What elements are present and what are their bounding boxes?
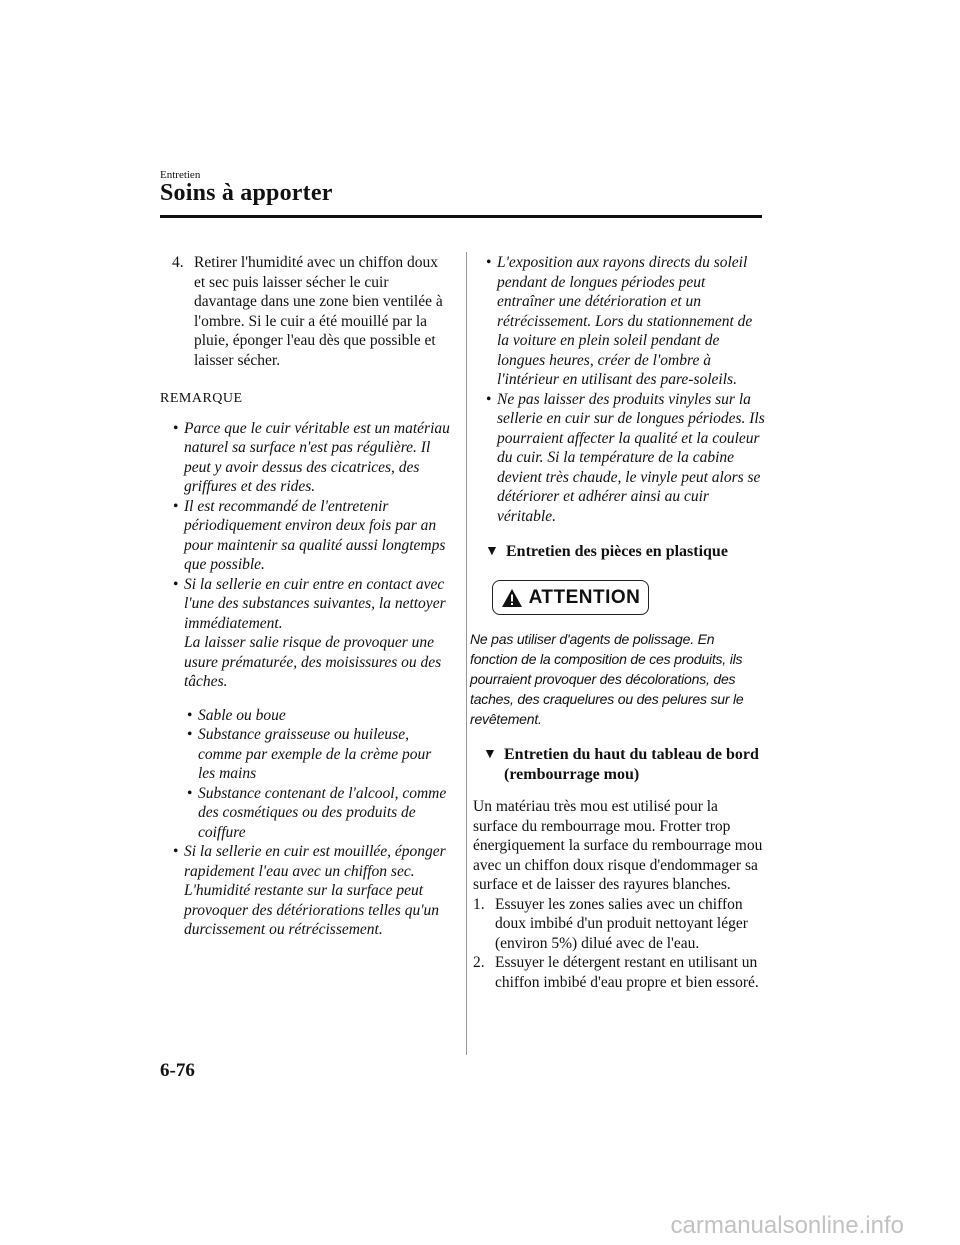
substance-item	[172, 725, 450, 784]
note-text: Parce que le cuir véritable est un matériau naturel sa surface n'est pas régulière. Il peut y avoir dessus des cicatrices, des griffures et des rides.	[184, 419, 450, 495]
watermark: carmanualsonline.info	[670, 1212, 904, 1239]
note-bullet	[485, 253, 765, 390]
title-rule	[160, 215, 762, 218]
step-number: 4.	[172, 254, 184, 271]
bullet-dot-icon: •	[187, 784, 193, 802]
substance-text: Sable ou boue	[198, 706, 286, 724]
page-number: 6-76	[160, 1060, 195, 1081]
note-text: Si la sellerie en cuir entre en contact avec l'une des substances suivantes, la nettoyer immédiatement.	[184, 575, 446, 632]
body-paragraph: Un matériau très mou est utilisé pour la surface du rembourrage mou. Frotter trop énergiquement la surface du rembourrage mou avec un chiffon doux risque d'endommager sa surface et de laisser des rayures blanches.	[473, 798, 763, 893]
bullet-dot-icon: •	[173, 497, 179, 515]
step-number: 2.	[473, 954, 485, 971]
substance-text: Substance contenant de l'alcool, comme des cosmétiques ou des produits de coiffure	[198, 784, 447, 841]
bullet-dot-icon: •	[173, 575, 179, 593]
step-item	[172, 253, 450, 370]
bullet-dot-icon: •	[486, 254, 492, 271]
note-text: La laisser salie risque de provoquer une usure prématurée, des moisissures ou des tâches.	[184, 634, 442, 690]
step-text: Essuyer les zones salies avec un chiffon doux imbibé d'un produit nettoyant léger (environ 5%) dilué avec de l'eau.	[495, 895, 748, 952]
subsection-title: Entretien des pièces en plastique	[506, 543, 728, 560]
triangle-down-icon: ▼	[485, 544, 499, 559]
bullet-dot-icon: •	[187, 706, 193, 724]
right-column	[470, 253, 765, 992]
note-text: Il est recommandé de l'entretenir périodiquement environ deux fois par an pour maintenir sa qualité aussi longtemps que possible.	[184, 497, 446, 573]
note-bullet	[172, 575, 450, 692]
attention-label: ATTENTION	[528, 586, 641, 608]
step-number: 1.	[473, 895, 485, 913]
step-item	[473, 895, 765, 954]
attention-text: Ne pas utiliser d'agents de polissage. En fonction de la composition de ces produits, ils pourraient provoquer des décolorations, des taches, des craquelures ou des pelures sur le revêtement.	[470, 631, 744, 727]
page-title: Soins à apporter	[160, 180, 333, 206]
subsection-heading	[483, 745, 765, 785]
step-text: Retirer l'humidité avec un chiffon doux et sec puis laisser sécher le cuir davantage dans une zone bien ventilée à l'ombre. Si le cuir a été mouillé par la pluie, éponger l'eau dès que possible et laisser sécher.	[194, 254, 443, 369]
note-text: L'exposition aux rayons directs du soleil pendant de longues périodes peut entraîner une détérioration et un rétrécissement. Lors du stationnement de la voiture en plein soleil pendant de longues heures, créer de l'ombre à l'intérieur en utilisant des pare-soleils.	[497, 254, 753, 388]
bullet-dot-icon: •	[173, 843, 179, 860]
column-divider	[466, 252, 467, 1055]
note-bullet	[172, 497, 450, 575]
attention-box	[492, 580, 649, 615]
note-heading: REMARQUE	[160, 391, 243, 406]
note-bullet	[172, 419, 450, 497]
left-column	[160, 253, 450, 940]
note-text: Si la sellerie en cuir est mouillée, éponger rapidement l'eau avec un chiffon sec. L'humidité restante sur la surface peut provoquer des détériorations telles qu'un durcissement ou rétrécissement.	[184, 843, 446, 938]
bullet-dot-icon: •	[486, 390, 492, 408]
subsection-title: Entretien du haut du tableau de bord (rembourrage mou)	[504, 746, 759, 783]
bullet-dot-icon: •	[173, 419, 179, 437]
subsection-heading	[485, 542, 765, 562]
note-bullet	[485, 390, 765, 527]
note-bullet	[172, 842, 450, 940]
substance-item	[172, 706, 450, 726]
triangle-down-icon: ▼	[483, 747, 497, 762]
warning-triangle-icon	[501, 588, 523, 608]
substance-item	[172, 784, 450, 843]
step-item	[473, 953, 765, 992]
substance-text: Substance graisseuse ou huileuse, comme par exemple de la crème pour les mains	[198, 726, 432, 782]
step-text: Essuyer le détergent restant en utilisant un chiffon imbibé d'eau propre et bien essoré.	[495, 954, 759, 991]
section-label: Entretien	[160, 169, 201, 181]
note-text: Ne pas laisser des produits vinyles sur la sellerie en cuir sur de longues périodes. Ils pourraient affecter la qualité et la couleur du cuir. Si la température de la cabine devient très chaude, le vinyle peut alors se détériorer et adhérer ainsi au cuir véritable.	[497, 390, 765, 525]
bullet-dot-icon: •	[187, 726, 193, 743]
